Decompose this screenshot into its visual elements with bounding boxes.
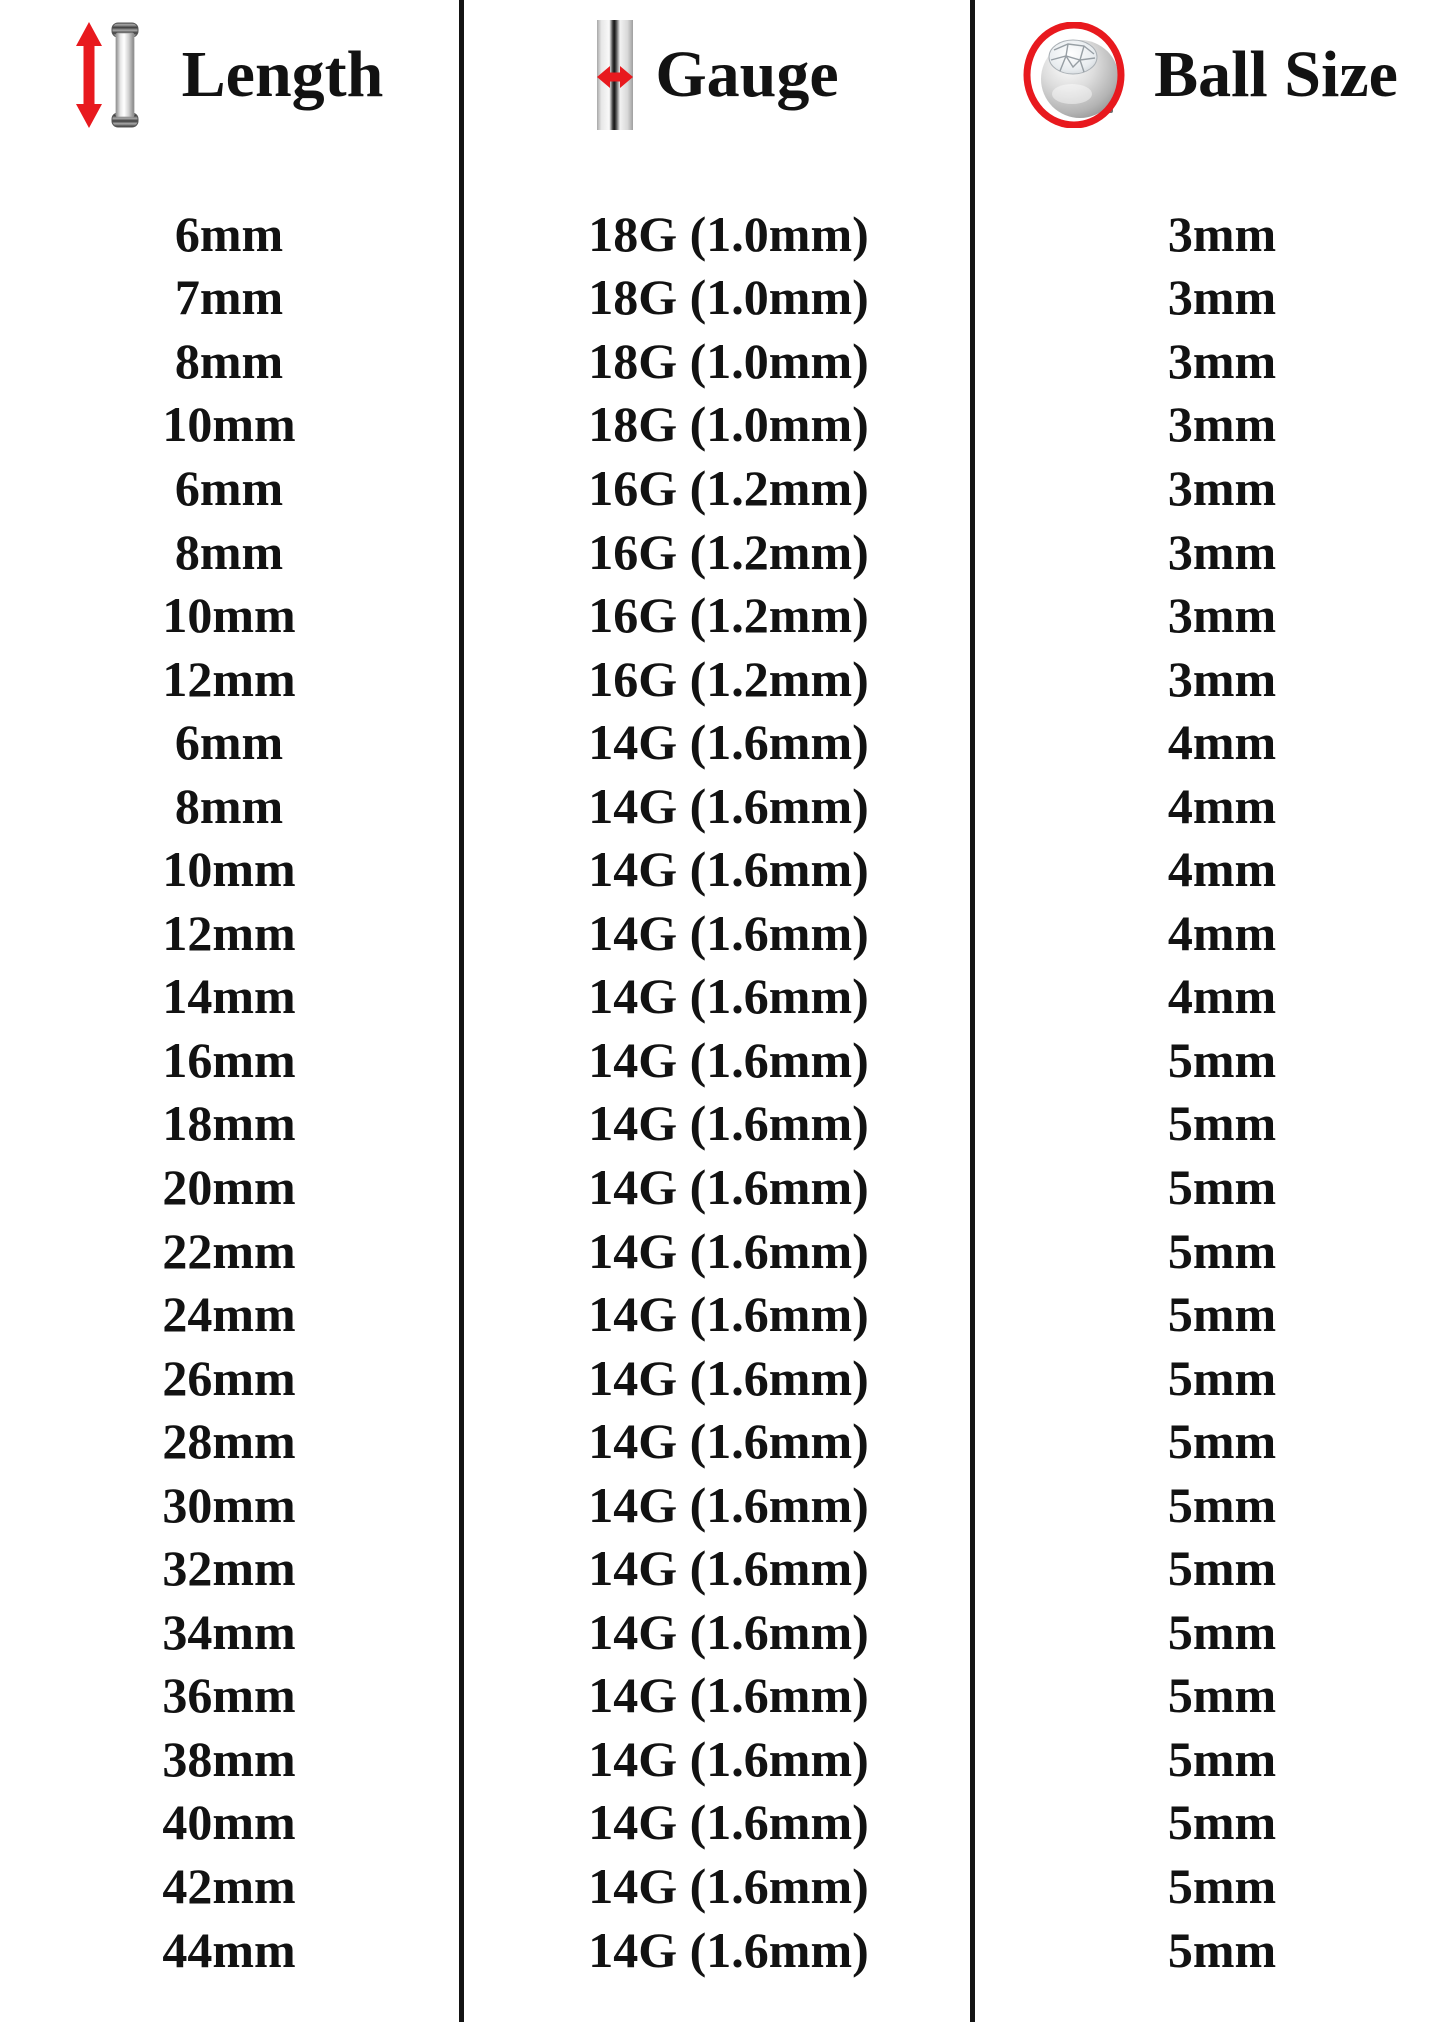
ball-size-cell: 5mm bbox=[1167, 1413, 1277, 1470]
table-row bbox=[0, 1219, 1445, 1283]
ball-size-column-title: Ball Size bbox=[1154, 38, 1398, 111]
length-cell: 6mm bbox=[174, 459, 284, 516]
table-row bbox=[0, 1282, 1445, 1346]
ball-size-cell: 5mm bbox=[1167, 1349, 1277, 1406]
table-row bbox=[0, 393, 1445, 457]
table-row bbox=[0, 1664, 1445, 1728]
table-row bbox=[0, 329, 1445, 393]
gauge-cell: 14G (1.6mm) bbox=[588, 841, 869, 898]
length-cell: 16mm bbox=[162, 1031, 296, 1088]
ball-size-cell: 4mm bbox=[1167, 841, 1277, 898]
length-cell: 10mm bbox=[162, 396, 296, 453]
length-barbell-arrow-icon bbox=[76, 22, 140, 128]
ball-size-cell: 5mm bbox=[1167, 1476, 1277, 1533]
ball-size-cell: 3mm bbox=[1167, 269, 1277, 326]
length-cell: 24mm bbox=[162, 1286, 296, 1343]
gauge-cell: 14G (1.6mm) bbox=[588, 1349, 869, 1406]
ball-size-cell: 5mm bbox=[1167, 1857, 1277, 1914]
table-row bbox=[0, 1028, 1445, 1092]
gauge-cell: 16G (1.2mm) bbox=[588, 459, 869, 516]
table-row bbox=[0, 1918, 1445, 1982]
ball-size-cell: 3mm bbox=[1167, 587, 1277, 644]
length-cell: 14mm bbox=[162, 968, 296, 1025]
gauge-cell: 16G (1.2mm) bbox=[588, 650, 869, 707]
header-gauge bbox=[464, 0, 970, 150]
length-column-title: Length bbox=[181, 38, 384, 111]
table-row bbox=[0, 1727, 1445, 1791]
ball-size-cell: 5mm bbox=[1167, 1222, 1277, 1279]
header-ball bbox=[975, 0, 1445, 150]
table-row bbox=[0, 266, 1445, 330]
table-row bbox=[0, 1536, 1445, 1600]
table-row bbox=[0, 647, 1445, 711]
table-row bbox=[0, 1409, 1445, 1473]
ball-size-cell: 3mm bbox=[1167, 205, 1277, 262]
gauge-cell: 14G (1.6mm) bbox=[588, 1730, 869, 1787]
gauge-cell: 18G (1.0mm) bbox=[588, 269, 869, 326]
gauge-cell: 14G (1.6mm) bbox=[588, 1794, 869, 1851]
table-row bbox=[0, 1155, 1445, 1219]
table-row bbox=[0, 837, 1445, 901]
length-cell: 6mm bbox=[174, 714, 284, 771]
gauge-cell: 18G (1.0mm) bbox=[588, 332, 869, 389]
gauge-cell: 14G (1.6mm) bbox=[588, 1158, 869, 1215]
ball-size-cell: 3mm bbox=[1167, 396, 1277, 453]
ball-size-cell: 5mm bbox=[1167, 1667, 1277, 1724]
table-row bbox=[0, 583, 1445, 647]
gauge-cell: 14G (1.6mm) bbox=[588, 1222, 869, 1279]
gauge-cell: 14G (1.6mm) bbox=[588, 1031, 869, 1088]
gauge-rod-arrow-icon bbox=[595, 20, 635, 130]
ball-size-cell: 3mm bbox=[1167, 459, 1277, 516]
length-cell: 42mm bbox=[162, 1857, 296, 1914]
gauge-cell: 14G (1.6mm) bbox=[588, 1476, 869, 1533]
length-cell: 40mm bbox=[162, 1794, 296, 1851]
length-cell: 6mm bbox=[174, 205, 284, 262]
gauge-cell: 14G (1.6mm) bbox=[588, 904, 869, 961]
gauge-column-title: Gauge bbox=[655, 38, 839, 111]
length-cell: 28mm bbox=[162, 1413, 296, 1470]
gauge-cell: 14G (1.6mm) bbox=[588, 1603, 869, 1660]
table-row bbox=[0, 901, 1445, 965]
ball-size-cell: 5mm bbox=[1167, 1286, 1277, 1343]
length-cell: 8mm bbox=[174, 523, 284, 580]
table-row bbox=[0, 1346, 1445, 1410]
length-cell: 8mm bbox=[174, 777, 284, 834]
gauge-cell: 14G (1.6mm) bbox=[588, 1857, 869, 1914]
ball-size-cell: 5mm bbox=[1167, 1031, 1277, 1088]
length-cell: 8mm bbox=[174, 332, 284, 389]
gauge-cell: 16G (1.2mm) bbox=[588, 587, 869, 644]
table-row bbox=[0, 202, 1445, 266]
table-row bbox=[0, 1854, 1445, 1918]
table-row bbox=[0, 774, 1445, 838]
length-cell: 26mm bbox=[162, 1349, 296, 1406]
length-cell: 12mm bbox=[162, 904, 296, 961]
ball-size-cell: 4mm bbox=[1167, 777, 1277, 834]
gauge-cell: 14G (1.6mm) bbox=[588, 1095, 869, 1152]
length-cell: 18mm bbox=[162, 1095, 296, 1152]
ball-size-cell: 5mm bbox=[1167, 1540, 1277, 1597]
table-row bbox=[0, 1600, 1445, 1664]
length-cell: 22mm bbox=[162, 1222, 296, 1279]
ball-size-cell: 4mm bbox=[1167, 904, 1277, 961]
table-row bbox=[0, 1473, 1445, 1537]
table-body bbox=[0, 202, 1445, 1981]
ball-size-cell: 3mm bbox=[1167, 650, 1277, 707]
ball-size-cell: 5mm bbox=[1167, 1730, 1277, 1787]
length-cell: 44mm bbox=[162, 1921, 296, 1978]
ball-size-cell: 3mm bbox=[1167, 332, 1277, 389]
gauge-cell: 14G (1.6mm) bbox=[588, 1286, 869, 1343]
ball-size-circled-ball-icon bbox=[1022, 22, 1130, 128]
ball-size-cell: 3mm bbox=[1167, 523, 1277, 580]
length-cell: 10mm bbox=[162, 841, 296, 898]
ball-size-cell: 5mm bbox=[1167, 1158, 1277, 1215]
length-cell: 32mm bbox=[162, 1540, 296, 1597]
length-cell: 10mm bbox=[162, 587, 296, 644]
ball-size-cell: 5mm bbox=[1167, 1095, 1277, 1152]
table-row bbox=[0, 1791, 1445, 1855]
length-cell: 12mm bbox=[162, 650, 296, 707]
length-cell: 7mm bbox=[174, 269, 284, 326]
table-row bbox=[0, 965, 1445, 1029]
ball-size-cell: 5mm bbox=[1167, 1921, 1277, 1978]
gauge-cell: 18G (1.0mm) bbox=[588, 205, 869, 262]
length-cell: 30mm bbox=[162, 1476, 296, 1533]
length-cell: 36mm bbox=[162, 1667, 296, 1724]
gauge-cell: 14G (1.6mm) bbox=[588, 968, 869, 1025]
gauge-cell: 16G (1.2mm) bbox=[588, 523, 869, 580]
gauge-cell: 14G (1.6mm) bbox=[588, 1921, 869, 1978]
ball-size-cell: 4mm bbox=[1167, 968, 1277, 1025]
length-cell: 20mm bbox=[162, 1158, 296, 1215]
table-row bbox=[0, 456, 1445, 520]
length-cell: 34mm bbox=[162, 1603, 296, 1660]
gauge-cell: 14G (1.6mm) bbox=[588, 714, 869, 771]
table-row bbox=[0, 1092, 1445, 1156]
ball-size-cell: 5mm bbox=[1167, 1603, 1277, 1660]
table-row bbox=[0, 710, 1445, 774]
table-row bbox=[0, 520, 1445, 584]
gauge-cell: 14G (1.6mm) bbox=[588, 777, 869, 834]
gauge-cell: 18G (1.0mm) bbox=[588, 396, 869, 453]
gauge-cell: 14G (1.6mm) bbox=[588, 1667, 869, 1724]
ball-size-cell: 4mm bbox=[1167, 714, 1277, 771]
gauge-cell: 14G (1.6mm) bbox=[588, 1540, 869, 1597]
length-cell: 38mm bbox=[162, 1730, 296, 1787]
header-length bbox=[0, 0, 459, 150]
ball-size-cell: 5mm bbox=[1167, 1794, 1277, 1851]
gauge-cell: 14G (1.6mm) bbox=[588, 1413, 869, 1470]
